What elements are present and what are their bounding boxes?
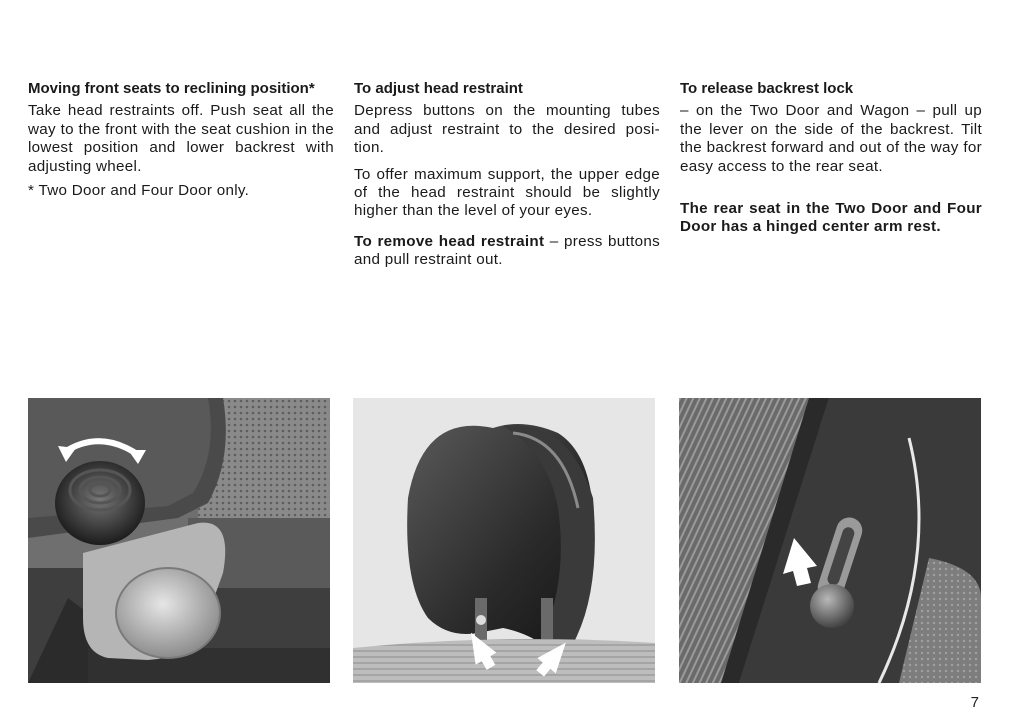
backrest-lock-lever-icon bbox=[679, 398, 981, 683]
column-backrest-lock bbox=[680, 80, 982, 237]
page-number: 7 bbox=[970, 694, 979, 711]
reclining-footnote: * Two Door and Four Door only. bbox=[28, 182, 250, 200]
reclining-seats-text: Take head restraints off. Push seat all the way to the front with the seat cushion in the lowest position and lower backrest with adjusting wheel. bbox=[28, 102, 334, 175]
backrest-lock-lever-photo bbox=[679, 398, 981, 683]
column-reclining-seats bbox=[28, 80, 334, 200]
backrest-lock-text: – on the Two Door and Wagon – pull up the lever on the side of the backrest. Tilt the backrest forward and out of the way for easy access to the rear seat. bbox=[680, 102, 982, 175]
support-text: To offer maximum support, the upper edge of the head restraint should be slightly higher than the level of your eyes. bbox=[354, 165, 660, 220]
heading-reclining-seats: Moving front seats to reclining position* bbox=[28, 80, 315, 97]
heading-release-backrest-lock: To release backrest lock bbox=[680, 80, 854, 97]
head-restraint-icon bbox=[353, 398, 655, 683]
remove-head-restraint-instructions: – press buttons and pull restraint out. bbox=[354, 232, 660, 269]
remove-head-restraint-label: To remove head restraint bbox=[354, 232, 545, 250]
rear-seat-note: The rear seat in the Two Door and Four Door has a hinged center arm rest. bbox=[680, 200, 982, 236]
seat-adjusting-wheel-photo bbox=[28, 398, 330, 683]
adjust-head-restraint-text: Depress buttons on the mounting tubes and adjust restraint to the desired posi- tion. bbox=[354, 102, 660, 157]
head-restraint-photo bbox=[353, 398, 655, 683]
remove-head-restraint-text bbox=[354, 233, 660, 270]
seat-adjusting-wheel-icon bbox=[28, 398, 330, 683]
heading-adjust-head-restraint: To adjust head restraint bbox=[354, 80, 523, 97]
column-head-restraint bbox=[354, 80, 660, 270]
